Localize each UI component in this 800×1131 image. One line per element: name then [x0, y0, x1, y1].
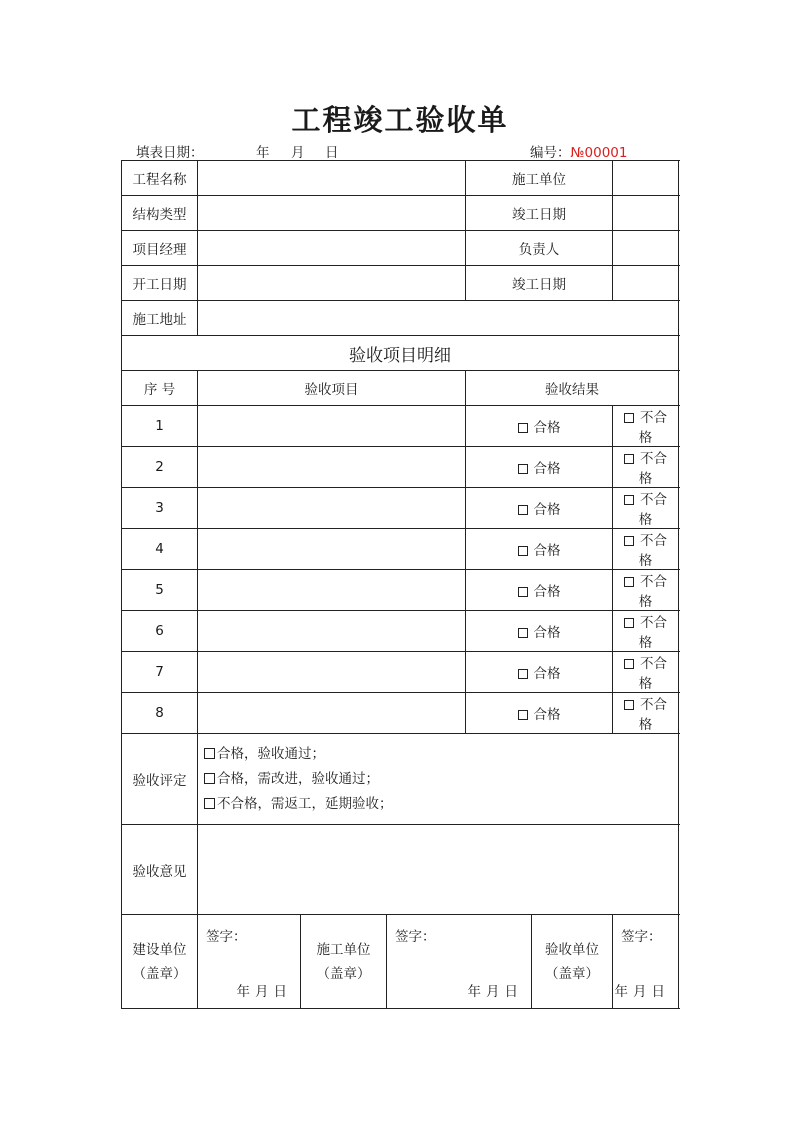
fail-checkbox[interactable]: [613, 693, 679, 734]
col-header-result: 验收结果: [466, 371, 679, 406]
builder-org-label: [122, 915, 198, 1009]
checkbox-icon: [204, 798, 215, 809]
pass-label: 合格: [533, 666, 561, 682]
site-address-label: 施工地址: [122, 301, 198, 336]
number-value: №00001: [570, 145, 628, 161]
checkbox-icon: [518, 628, 528, 638]
structure-type-field[interactable]: [198, 196, 466, 231]
checkbox-icon: [624, 536, 634, 546]
fail-checkbox[interactable]: [613, 652, 679, 693]
completion-date-2-label: 竣工日期: [466, 266, 613, 301]
checkbox-icon: [624, 618, 634, 628]
construction-unit-label: 施工单位: [466, 161, 613, 196]
item-field[interactable]: [198, 406, 466, 447]
evaluation-option-text: 合格，需改进，验收通过；: [217, 770, 379, 787]
sign-label: 签字：: [621, 929, 662, 945]
col-header-item: 验收项目: [198, 371, 466, 406]
fail-checkbox[interactable]: [613, 488, 679, 529]
fail-label: 不合格: [638, 410, 668, 446]
row-number: 3: [122, 488, 198, 529]
pass-checkbox[interactable]: [466, 570, 613, 611]
fail-checkbox[interactable]: [613, 447, 679, 488]
site-address-field[interactable]: [198, 301, 679, 336]
row-number: 6: [122, 611, 198, 652]
evaluation-option-text: 不合格，需返工，延期验收；: [217, 795, 393, 812]
stamp-label: （盖章）: [132, 965, 187, 982]
builder-signature-cell[interactable]: [198, 915, 301, 1009]
checkbox-icon: [624, 413, 634, 423]
person-in-charge-field[interactable]: [613, 231, 679, 266]
fill-date-year: 年: [256, 145, 270, 161]
fail-checkbox[interactable]: [613, 529, 679, 570]
sign-date: 年月日: [614, 984, 671, 1000]
start-date-label: 开工日期: [122, 266, 198, 301]
structure-type-label: 结构类型: [122, 196, 198, 231]
evaluation-option[interactable]: [204, 767, 672, 792]
row-number: 7: [122, 652, 198, 693]
sign-label: 签字：: [395, 929, 436, 945]
stamp-label: （盖章）: [316, 965, 371, 982]
pass-checkbox[interactable]: [466, 529, 613, 570]
table-row: [122, 652, 679, 693]
item-field[interactable]: [198, 529, 466, 570]
sign-date: 年月日: [236, 984, 292, 1000]
checkbox-icon: [624, 659, 634, 669]
item-field[interactable]: [198, 447, 466, 488]
page-title: 工程竣工验收单: [291, 103, 509, 137]
pass-label: 合格: [533, 707, 561, 723]
table-row: [122, 693, 679, 734]
checkbox-icon: [624, 577, 634, 587]
pass-checkbox[interactable]: [466, 611, 613, 652]
table-row: [122, 611, 679, 652]
table-row: [122, 529, 679, 570]
checkbox-icon: [204, 773, 215, 784]
start-date-field[interactable]: [198, 266, 466, 301]
evaluation-option[interactable]: [204, 792, 672, 817]
fail-label: 不合格: [638, 697, 668, 733]
checkbox-icon: [204, 748, 215, 759]
detail-section-title: 验收项目明细: [122, 336, 679, 371]
fail-label: 不合格: [638, 451, 668, 487]
contractor-signature-cell[interactable]: [387, 915, 532, 1009]
fail-label: 不合格: [638, 656, 668, 692]
item-field[interactable]: [198, 611, 466, 652]
pass-checkbox[interactable]: [466, 488, 613, 529]
number-field: [530, 141, 628, 161]
checkbox-icon: [518, 464, 528, 474]
opinion-field[interactable]: [198, 825, 679, 915]
evaluation-option-text: 合格，验收通过；: [217, 745, 325, 762]
pass-checkbox[interactable]: [466, 693, 613, 734]
project-name-label: 工程名称: [122, 161, 198, 196]
person-in-charge-label: 负责人: [466, 231, 613, 266]
row-number: 1: [122, 406, 198, 447]
item-field[interactable]: [198, 488, 466, 529]
pass-checkbox[interactable]: [466, 447, 613, 488]
completion-date-label: 竣工日期: [466, 196, 613, 231]
pass-checkbox[interactable]: [466, 406, 613, 447]
pass-label: 合格: [533, 543, 561, 559]
pass-label: 合格: [533, 461, 561, 477]
evaluation-option[interactable]: [204, 742, 672, 767]
fill-date-label: 填表日期：: [136, 145, 204, 161]
row-number: 8: [122, 693, 198, 734]
org-name: 施工单位: [316, 941, 371, 958]
inspector-org-label: [532, 915, 613, 1009]
table-row: [122, 488, 679, 529]
row-number: 4: [122, 529, 198, 570]
row-number: 2: [122, 447, 198, 488]
fill-date-month: 月: [291, 145, 305, 161]
table-row: [122, 447, 679, 488]
item-field[interactable]: [198, 570, 466, 611]
fail-label: 不合格: [638, 533, 668, 569]
fail-checkbox[interactable]: [613, 611, 679, 652]
evaluation-label: 验收评定: [122, 734, 198, 825]
table-row: [122, 406, 679, 447]
item-field[interactable]: [198, 652, 466, 693]
checkbox-icon: [518, 423, 528, 433]
checkbox-icon: [518, 710, 528, 720]
pass-label: 合格: [533, 420, 561, 436]
construction-unit-field[interactable]: [613, 161, 679, 196]
completion-date-field[interactable]: [613, 196, 679, 231]
stamp-label: （盖章）: [545, 965, 600, 982]
inspector-signature-cell[interactable]: [613, 915, 679, 1009]
checkbox-icon: [624, 700, 634, 710]
checkbox-icon: [518, 546, 528, 556]
project-manager-field[interactable]: [198, 231, 466, 266]
pass-label: 合格: [533, 502, 561, 518]
evaluation-options: [198, 734, 679, 825]
opinion-label: 验收意见: [122, 825, 198, 915]
pass-label: 合格: [533, 584, 561, 600]
checkbox-icon: [624, 454, 634, 464]
sign-label: 签字：: [206, 929, 247, 945]
org-name: 建设单位: [132, 941, 187, 958]
col-header-no: 序 号: [122, 371, 198, 406]
fail-checkbox[interactable]: [613, 570, 679, 611]
checkbox-icon: [624, 495, 634, 505]
fail-checkbox[interactable]: [613, 406, 679, 447]
pass-label: 合格: [533, 625, 561, 641]
contractor-org-label: [301, 915, 387, 1009]
checkbox-icon: [518, 505, 528, 515]
fill-date-day: 日: [325, 145, 339, 161]
project-manager-label: 项目经理: [122, 231, 198, 266]
fail-label: 不合格: [638, 615, 668, 651]
checkbox-icon: [518, 669, 528, 679]
table-row: [122, 570, 679, 611]
item-field[interactable]: [198, 693, 466, 734]
number-label: 编号：: [530, 145, 571, 161]
pass-checkbox[interactable]: [466, 652, 613, 693]
project-name-field[interactable]: [198, 161, 466, 196]
sign-date: 年月日: [467, 984, 524, 1000]
fail-label: 不合格: [638, 574, 668, 610]
fail-label: 不合格: [638, 492, 668, 528]
row-number: 5: [122, 570, 198, 611]
org-name: 验收单位: [545, 941, 600, 958]
checkbox-icon: [518, 587, 528, 597]
completion-date-2-field[interactable]: [613, 266, 679, 301]
acceptance-form: [121, 160, 679, 1009]
